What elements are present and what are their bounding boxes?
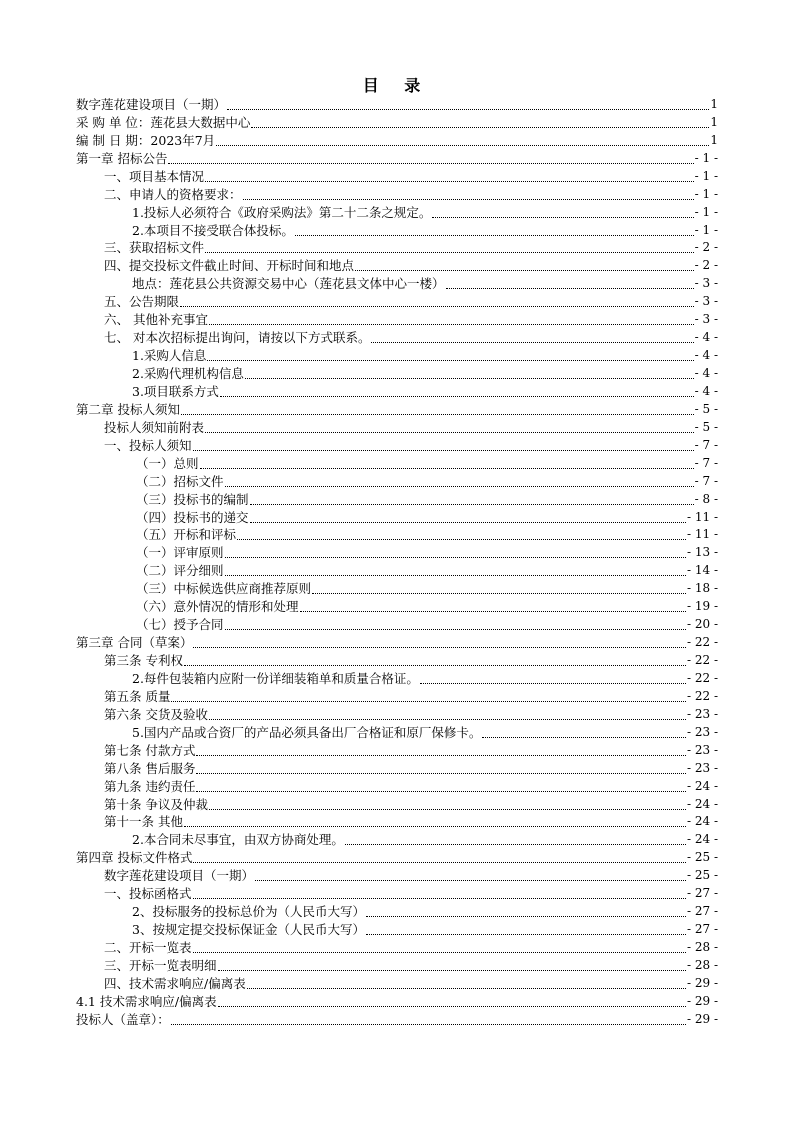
toc-entry[interactable]: [76, 311, 718, 329]
toc-title: 目 录: [362, 76, 431, 95]
toc-entry-page: - 13 -: [686, 545, 718, 560]
toc-entry[interactable]: [76, 527, 718, 545]
toc-entry-text: 第四章 投标文件格式: [76, 850, 193, 866]
toc-entry-text: 3、按规定提交投标保证金（人民币大写）: [132, 922, 365, 938]
toc-entry-page: - 4 -: [694, 348, 718, 363]
toc-entry[interactable]: [76, 849, 718, 867]
toc-entry-text: 第一章 招标公告: [76, 150, 168, 166]
toc-entry-page: - 28 -: [686, 940, 718, 955]
toc-entry-page: - 22 -: [686, 653, 718, 668]
toc-entry-text: 第五条 质量: [104, 688, 171, 704]
toc-entry[interactable]: [76, 598, 718, 616]
toc-entry[interactable]: [76, 419, 718, 437]
toc-entry-text: 第十一条 其他: [104, 814, 183, 830]
toc-dot-leader: [196, 761, 686, 774]
toc-entry-page: - 11 -: [686, 527, 718, 542]
toc-dot-leader: [366, 922, 686, 935]
toc-entry-page: - 1 -: [694, 186, 718, 201]
toc-entry-text: 数字莲花建设项目（一期）: [76, 96, 227, 112]
toc-entry-page: - 7 -: [694, 455, 718, 470]
toc-entry-text: 第三条 专利权: [104, 653, 183, 669]
toc-entry[interactable]: [76, 455, 718, 473]
toc-dot-leader: [171, 689, 686, 702]
toc-dot-leader: [300, 599, 686, 612]
toc-dot-leader: [196, 743, 686, 756]
toc-entry-text: 5.国内产品或合资厂的产品必须具备出厂合格证和原厂保修卡。: [132, 724, 482, 740]
toc-entry-page: - 4 -: [694, 366, 718, 381]
toc-entry[interactable]: [76, 867, 718, 885]
toc-entry[interactable]: [76, 401, 718, 419]
toc-entry-text: 第十条 争议及仲裁: [104, 796, 208, 812]
toc-dot-leader: [420, 671, 686, 684]
toc-dot-leader: [243, 187, 694, 200]
toc-dot-leader: [295, 223, 694, 236]
toc-entry[interactable]: [76, 670, 718, 688]
toc-entry[interactable]: [76, 975, 718, 993]
toc-entry-text: 一、项目基本情况: [104, 168, 205, 184]
toc-entry-page: - 23 -: [686, 742, 718, 757]
toc-entry[interactable]: [76, 993, 718, 1011]
toc-dot-leader: [251, 115, 709, 128]
toc-entry-page: - 27 -: [686, 904, 718, 919]
toc-entry-page: - 14 -: [686, 563, 718, 578]
toc-entry[interactable]: [76, 885, 718, 903]
toc-entry-text: （二）招标文件: [136, 473, 224, 489]
toc-entry[interactable]: [76, 616, 718, 634]
toc-dot-leader: [171, 1012, 686, 1025]
toc-dot-leader: [193, 438, 694, 451]
toc-entry[interactable]: [76, 186, 718, 204]
toc-entry[interactable]: [76, 132, 718, 150]
toc-entry[interactable]: [76, 168, 718, 186]
toc-dot-leader: [225, 474, 694, 487]
toc-entry-page: - 29 -: [686, 993, 718, 1008]
toc-entry-text: 二、申请人的资格要求：: [104, 186, 242, 202]
toc-entry-page: - 2 -: [694, 258, 718, 273]
toc-entry-page: - 1 -: [694, 204, 718, 219]
toc-dot-leader: [312, 581, 686, 594]
toc-dot-leader: [225, 617, 686, 630]
toc-entry-page: - 1 -: [694, 150, 718, 165]
toc-entry-page: - 7 -: [694, 473, 718, 488]
toc-entry[interactable]: [76, 204, 718, 222]
toc-entry-text: （二）评分细则: [136, 563, 224, 579]
toc-entry[interactable]: [76, 275, 718, 293]
toc-entry-text: 2.每件包装箱内应附一份详细装箱单和质量合格证。: [132, 670, 419, 686]
toc-entry-page: - 19 -: [686, 599, 718, 614]
toc-dot-leader: [220, 384, 694, 397]
toc-entry[interactable]: [76, 491, 718, 509]
toc-dot-leader: [482, 725, 686, 738]
toc-entry-page: - 24 -: [686, 814, 718, 829]
toc-entry-page: - 24 -: [686, 778, 718, 793]
toc-entry-page: - 27 -: [686, 922, 718, 937]
toc-entry-text: 第八条 售后服务: [104, 760, 196, 776]
toc-entry[interactable]: [76, 240, 718, 258]
toc-entry-text: （四）投标书的递交: [136, 509, 249, 525]
toc-entry-text: 3.项目联系方式: [132, 383, 219, 399]
toc-entry[interactable]: [76, 688, 718, 706]
toc-entry-text: （一）评审原则: [136, 545, 224, 561]
toc-entry[interactable]: [76, 150, 718, 168]
toc-entry-text: 地点：莲花县公共资源交易中心（莲花县文体中心一楼）: [132, 276, 445, 292]
toc-dot-leader: [225, 545, 686, 558]
toc-dot-leader: [432, 205, 693, 218]
toc-entry-text: 第六条 交货及验收: [104, 706, 208, 722]
toc-dot-leader: [355, 258, 694, 271]
toc-entry-text: 4.1 技术需求响应/偏离表: [76, 993, 217, 1009]
toc-entry-text: 七、 对本次招标提出询问，请按以下方式联系。: [104, 330, 371, 346]
toc-entry-page: - 27 -: [686, 886, 718, 901]
toc-entry-page: - 1 -: [694, 222, 718, 237]
toc-entry[interactable]: [76, 383, 718, 401]
toc-entry-page: - 3 -: [694, 294, 718, 309]
toc-dot-leader: [366, 904, 686, 917]
toc-dot-leader: [371, 330, 693, 343]
toc-entry-page: - 28 -: [686, 957, 718, 972]
toc-entry-text: 一、投标函格式: [104, 886, 192, 902]
toc-entry-text: 第三章 合同（草案）: [76, 635, 193, 651]
toc-entry-page: - 22 -: [686, 635, 718, 650]
toc-entry-text: 1.采购人信息: [132, 348, 207, 364]
toc-entry-page: 1: [710, 132, 718, 147]
toc-dot-leader: [168, 151, 693, 164]
toc-entry-page: - 5 -: [694, 419, 718, 434]
toc-dot-leader: [209, 312, 694, 325]
toc-entry[interactable]: [76, 293, 718, 311]
toc-entry-text: 五、公告期限: [104, 294, 180, 310]
toc-entry[interactable]: [76, 562, 718, 580]
toc-dot-leader: [184, 653, 686, 666]
toc-dot-leader: [227, 97, 709, 110]
toc-entry-text: 编 制 日 期：2023年7月: [76, 132, 216, 148]
toc-entry-text: 1.投标人必须符合《政府采购法》第二十二条之规定。: [132, 204, 432, 220]
toc-entry[interactable]: [76, 222, 718, 240]
toc-entry-page: - 4 -: [694, 330, 718, 345]
toc-entry-page: - 18 -: [686, 581, 718, 596]
toc-entry[interactable]: [76, 1011, 718, 1029]
toc-entry-text: 四、技术需求响应/偏离表: [104, 975, 246, 991]
toc-entry-text: （七）授予合同: [136, 617, 224, 633]
toc-entry[interactable]: [76, 724, 718, 742]
toc-entry[interactable]: [76, 114, 718, 132]
toc-entry-text: 投标人须知前附表: [104, 419, 205, 435]
toc-dot-leader: [207, 348, 693, 361]
toc-entry-page: 1: [710, 114, 718, 129]
toc-entry-page: - 25 -: [686, 850, 718, 865]
toc-dot-leader: [218, 958, 686, 971]
toc-entry-page: - 5 -: [694, 401, 718, 416]
toc-entry-text: 2.本项目不接受联合体投标。: [132, 222, 294, 238]
toc-entry-page: 1: [710, 96, 718, 111]
toc-entry-text: 第九条 违约责任: [104, 778, 196, 794]
toc-dot-leader: [225, 563, 686, 576]
toc-entry-page: - 23 -: [686, 724, 718, 739]
toc-entry-text: 二、开标一览表: [104, 940, 192, 956]
toc-entry-text: 第二章 投标人须知: [76, 401, 180, 417]
toc-entry[interactable]: [76, 778, 718, 796]
toc-dot-leader: [209, 707, 686, 720]
toc-entry-page: - 2 -: [694, 240, 718, 255]
toc-entry-text: 一、投标人须知: [104, 437, 192, 453]
toc-dot-leader: [245, 366, 694, 379]
toc-entry[interactable]: [76, 365, 718, 383]
toc-dot-leader: [180, 294, 694, 307]
toc-dot-leader: [193, 940, 686, 953]
toc-dot-leader: [193, 886, 686, 899]
toc-dot-leader: [247, 976, 686, 989]
toc-entry-page: - 8 -: [694, 491, 718, 506]
table-of-contents: [76, 96, 718, 1029]
toc-entry-text: （五）开标和评标: [136, 527, 237, 543]
toc-dot-leader: [345, 832, 686, 845]
toc-entry[interactable]: [76, 509, 718, 527]
toc-entry-text: 投标人（盖章）：: [76, 1011, 170, 1027]
toc-dot-leader: [184, 814, 686, 827]
toc-dot-leader: [193, 850, 686, 863]
toc-dot-leader: [216, 133, 709, 146]
toc-entry-page: - 3 -: [694, 312, 718, 327]
toc-entry-text: 2、投标服务的投标总价为（人民币大写）: [132, 904, 365, 920]
toc-entry[interactable]: [76, 473, 718, 491]
toc-entry-page: - 23 -: [686, 760, 718, 775]
toc-dot-leader: [237, 527, 686, 540]
toc-entry-text: 第七条 付款方式: [104, 742, 196, 758]
toc-dot-leader: [255, 868, 686, 881]
toc-entry-text: 三、获取招标文件: [104, 240, 205, 256]
toc-entry[interactable]: [76, 742, 718, 760]
toc-entry-page: - 3 -: [694, 276, 718, 291]
toc-dot-leader: [200, 456, 694, 469]
toc-entry-page: - 20 -: [686, 617, 718, 632]
toc-entry[interactable]: [76, 831, 718, 849]
toc-dot-leader: [193, 635, 686, 648]
toc-entry-page: - 24 -: [686, 832, 718, 847]
toc-dot-leader: [446, 276, 694, 289]
toc-entry[interactable]: [76, 706, 718, 724]
toc-dot-leader: [205, 240, 694, 253]
toc-entry-text: （六）意外情况的情形和处理: [136, 599, 299, 615]
toc-entry[interactable]: [76, 634, 718, 652]
toc-entry-text: 三、开标一览表明细: [104, 957, 217, 973]
toc-dot-leader: [218, 994, 686, 1007]
toc-entry[interactable]: [76, 796, 718, 814]
toc-entry-text: 数字莲花建设项目（一期）: [104, 868, 255, 884]
toc-dot-leader: [205, 420, 694, 433]
toc-entry-page: - 25 -: [686, 868, 718, 883]
toc-entry[interactable]: [76, 814, 718, 832]
toc-entry[interactable]: [76, 544, 718, 562]
toc-dot-leader: [205, 169, 694, 182]
toc-entry-page: - 29 -: [686, 975, 718, 990]
toc-dot-leader: [196, 779, 686, 792]
toc-entry-page: - 23 -: [686, 706, 718, 721]
toc-dot-leader: [209, 797, 686, 810]
toc-entry[interactable]: [76, 257, 718, 275]
toc-entry[interactable]: [76, 760, 718, 778]
toc-entry-page: - 22 -: [686, 688, 718, 703]
toc-entry-page: - 1 -: [694, 168, 718, 183]
toc-entry-text: 2.采购代理机构信息: [132, 366, 244, 382]
toc-entry[interactable]: [76, 957, 718, 975]
toc-entry-text: 四、提交投标文件截止时间、开标时间和地点: [104, 258, 355, 274]
toc-entry-text: 六、 其他补充事宜: [104, 312, 208, 328]
toc-entry[interactable]: [76, 652, 718, 670]
toc-entry[interactable]: [76, 347, 718, 365]
toc-entry-page: - 4 -: [694, 383, 718, 398]
toc-entry[interactable]: [76, 329, 718, 347]
toc-entry-page: - 22 -: [686, 670, 718, 685]
toc-entry-text: 采 购 单 位：莲花县大数据中心: [76, 114, 251, 130]
toc-entry-text: （三）投标书的编制: [136, 491, 249, 507]
toc-entry[interactable]: [76, 437, 718, 455]
toc-dot-leader: [250, 492, 694, 505]
toc-entry[interactable]: [76, 580, 718, 598]
toc-entry[interactable]: [76, 939, 718, 957]
toc-entry-text: （三）中标候选供应商推荐原则: [136, 581, 312, 597]
toc-entry-text: 2.本合同未尽事宜，由双方协商处理。: [132, 832, 344, 848]
toc-entry-page: - 11 -: [686, 509, 718, 524]
toc-entry[interactable]: [76, 903, 718, 921]
toc-dot-leader: [181, 402, 694, 415]
toc-entry-page: - 7 -: [694, 437, 718, 452]
toc-entry-page: - 29 -: [686, 1011, 718, 1026]
toc-dot-leader: [250, 510, 686, 523]
toc-entry-text: （一）总则: [136, 455, 199, 471]
toc-entry-page: - 24 -: [686, 796, 718, 811]
toc-entry[interactable]: [76, 921, 718, 939]
toc-entry[interactable]: [76, 96, 718, 114]
